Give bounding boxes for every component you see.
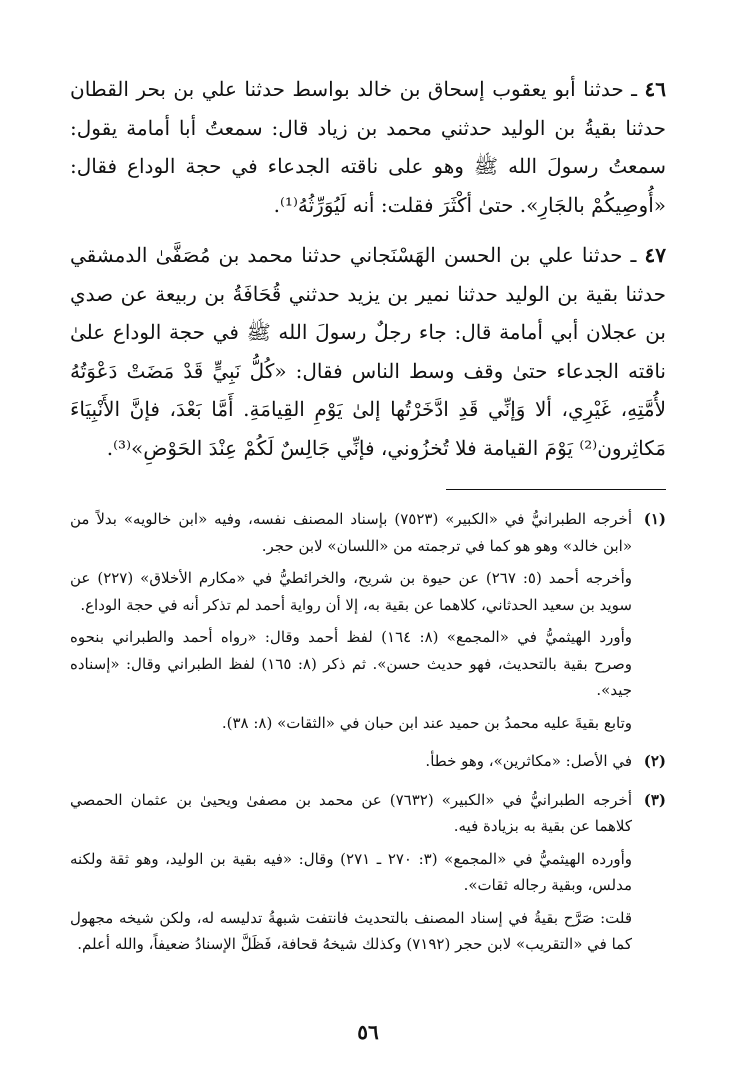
- hadith-paragraph-46: [70, 70, 666, 224]
- footnote-number: (١): [643, 510, 666, 528]
- hadith-text: ـ حدثنا علي بن الحسن الهَسْنَجاني حدثنا محمد بن مُصَفَّىٰ الدمشقي حدثنا بقية بن الوليد حدثنا نمير بن يزيد حدثني قُحَافَةُ بن ربيعة عن صدي بن عجلان أبي أمامة قال: جاء رجلٌ رسولَ الله ﷺ في حجة الوداع علىٰ ناقته الجدعاء حتىٰ وقف وسط الناس فقال: «كُلُّ نَبِيٍّ قَدْ مَضَتْ دَعْوَتُهُ لأُمَّتِهِ، غَيْرِي، ألا وَإنِّي قَدِ ادَّخَرْتُها إلىٰ يَوْمِ القِيامَةِ. أَمَّا بَعْدَ، فإنَّ الأَنْبِيَاءَ مَكاثِرون⁽²⁾ يَوْمَ القيامة فلا تُخزُوني، فإنِّي جَالِسٌ لَكُمْ عِنْدَ الحَوْضِ»⁽³⁾.: [70, 243, 666, 460]
- hadith-number: ٤٧: [644, 243, 667, 267]
- main-text: [70, 70, 666, 467]
- page: [70, 70, 666, 970]
- footnote-number: (٢): [643, 752, 666, 770]
- footnote-separator: [446, 489, 666, 490]
- footnote-paragraph: وتابع بقيةَ عليه محمدُ بن حميد عند ابن حبان في «الثقات» (٨: ٣٨).: [221, 713, 632, 732]
- page-number: ٥٦: [357, 1020, 379, 1044]
- hadith-text: ـ حدثنا أبو يعقوب إسحاق بن خالد بواسط حدثنا علي بن بحر القطان حدثنا بقيةُ بن الوليد حدثني محمد بن زياد قال: سمعتُ أبا أمامة يقول: سمعتُ رسولَ الله ﷺ وهو على ناقته الجدعاء في حجة الوداع فقال: «أُوصِيكُمْ بالجَارِ». حتىٰ أكْثَرَ فقلت: أنه لَيُوَرِّثُهُ⁽¹⁾.: [70, 77, 666, 217]
- hadith-paragraph-47: [70, 236, 666, 467]
- footnote-2: [70, 748, 666, 781]
- footnote-paragraph: أخرجه الطبرانيُّ في «الكبير» (٧٦٣٢) عن محمد بن مصفىٰ ويحيىٰ بن عثمان الحمصي كلاهما عن بقية به بزيادة فيه.: [70, 790, 632, 835]
- footnote-paragraph: قلت: صَرَّح بقيةُ في إسناد المصنف بالتحديث فانتفت شبهةُ تدليسه له، ولكن شيخه مجهول كما في «التقريب» لابن حجر (٧١٩٢) وكذلك شيخهُ قحافة، فَظَلَّ الإسنادُ ضعيفاً، والله أعلم.: [70, 908, 632, 953]
- footnote-body: [70, 506, 632, 742]
- footnote-paragraph: وأورد الهيثميُّ في «المجمع» (٨: ١٦٤) لفظ أحمد وقال: «رواه أحمد والطبراني بنحوه وصرح بقية بالتحديث، فهو حديث حسن». ثم ذكر (٨: ١٦٥) لفظ الطبراني وقال: «إسناده جيد».: [70, 628, 633, 699]
- footnote-3: [70, 787, 666, 964]
- footnote-body: [70, 748, 632, 781]
- footnote-body: [70, 787, 632, 964]
- hadith-number: ٤٦: [644, 77, 666, 101]
- footnote-paragraph: أخرجه الطبرانيُّ في «الكبير» (٧٥٢٣) بإسناد المصنف نفسه، وفيه «ابن خالويه» بدلاً من «ابن خالد» وهو هو كما في ترجمته من «اللسان» لابن حجر.: [70, 510, 632, 555]
- footnote-paragraph: في الأصل: «مكاثرين»، وهو خطأ.: [425, 752, 632, 770]
- footnote-paragraph: وأخرجه أحمد (٥: ٢٦٧) عن حيوة بن شريح، والخرائطيُّ في «مكارم الأخلاق» (٢٢٧) عن سويد بن سعيد الحدثاني، كلاهما عن بقية به، إلا أن رواية أحمد لم تذكر أنه في حجة الوداع.: [70, 569, 632, 614]
- footnote-paragraph: وأورده الهيثميُّ في «المجمع» (٣: ٢٧٠ ـ ٢٧١) وقال: «فيه بقية بن الوليد، وهو ثقة ولكنه مدلس، وبقية رجاله ثقات».: [70, 849, 633, 894]
- footnote-number: (٣): [643, 790, 666, 809]
- footnotes: [70, 506, 666, 964]
- footnote-1: [70, 506, 666, 742]
